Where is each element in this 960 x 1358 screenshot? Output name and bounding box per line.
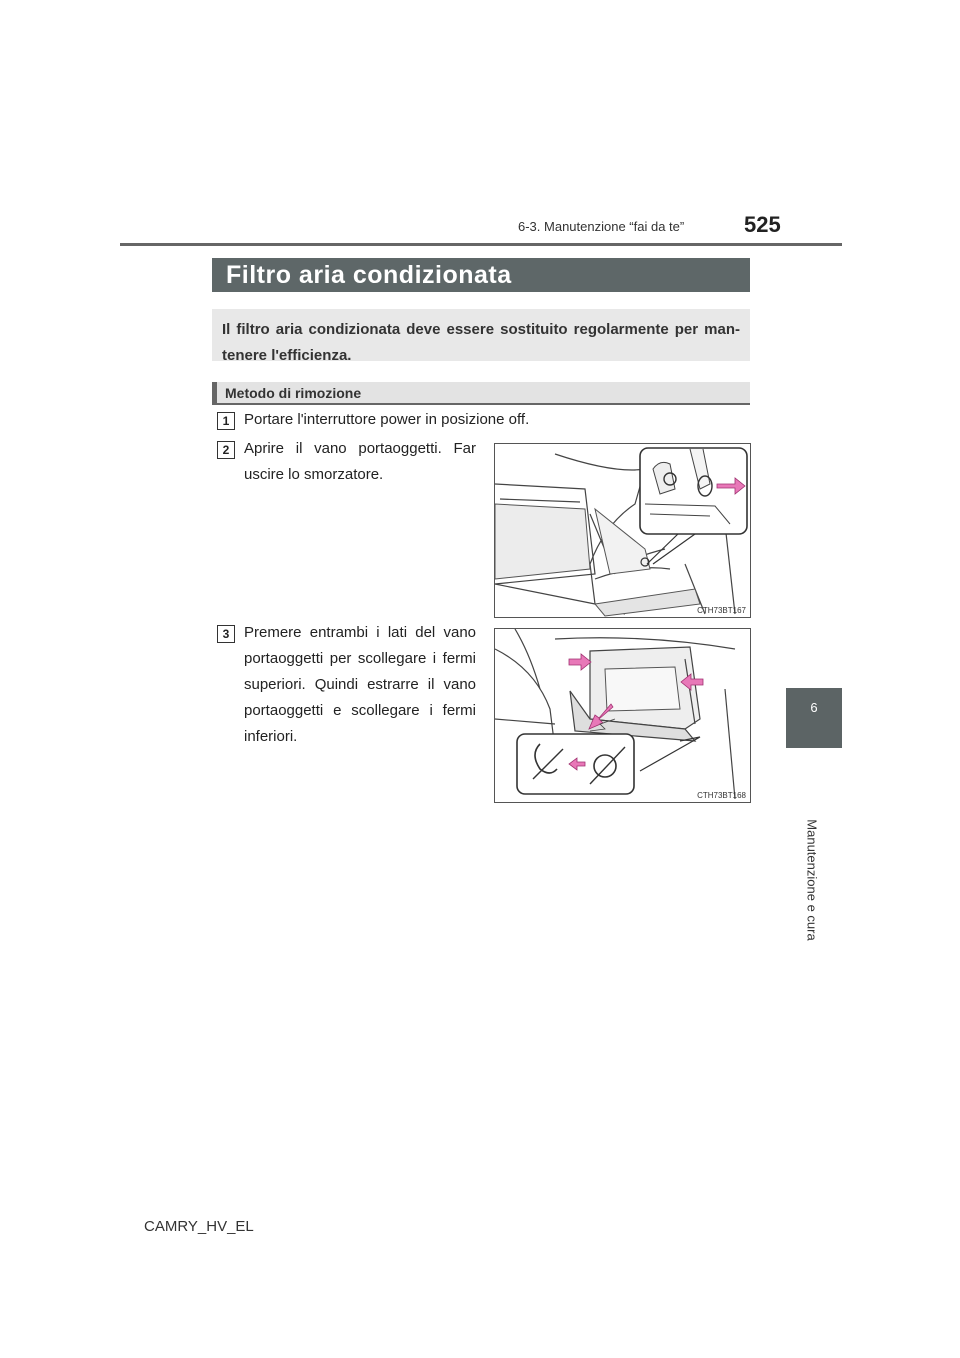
page-number: 525 xyxy=(744,212,781,237)
step-3-text: Premere entrambi i lati del vano portaoggetti per scollegare i fermi superiori. Quindi estrarre il vano portaoggetti e scollegare i fermi inferiori. xyxy=(244,624,476,745)
subheading-text: Metodo di rimozione xyxy=(225,385,362,401)
chapter-tab-number: 6 xyxy=(810,700,818,715)
figure-1-code: CTH73BT167 xyxy=(697,606,746,615)
step-3-number: 3 xyxy=(217,625,235,643)
step-1-number: 1 xyxy=(217,412,235,430)
section-title: Filtro aria condizionata xyxy=(212,258,750,292)
step-2-text: Aprire il vano portaoggetti. Far uscire lo smorzatore. xyxy=(244,440,476,483)
glovebox-removal-drawing xyxy=(495,629,751,803)
figure-2-code: CTH73BT168 xyxy=(697,791,746,800)
footer-model-code: CAMRY_HV_EL xyxy=(144,1218,254,1235)
step-2-number: 2 xyxy=(217,441,235,459)
intro-box: Il filtro aria condizionata deve essere sostituito regolarmente per man-tenere l'efficienza. xyxy=(212,309,750,361)
chapter-tab xyxy=(786,688,842,748)
glovebox-removal-illustration xyxy=(494,628,751,803)
header-section-title: 6-3. Manutenzione “fai da te” xyxy=(518,219,685,234)
subheading-accent xyxy=(212,382,217,403)
chapter-side-label: Manutenzione e cura xyxy=(804,819,820,941)
step-1-text: Portare l'interruttore power in posizione off. xyxy=(244,411,530,428)
subheading xyxy=(212,382,750,405)
glovebox-damper-illustration xyxy=(494,443,751,618)
glovebox-damper-drawing xyxy=(495,444,751,618)
header-divider xyxy=(120,243,842,246)
